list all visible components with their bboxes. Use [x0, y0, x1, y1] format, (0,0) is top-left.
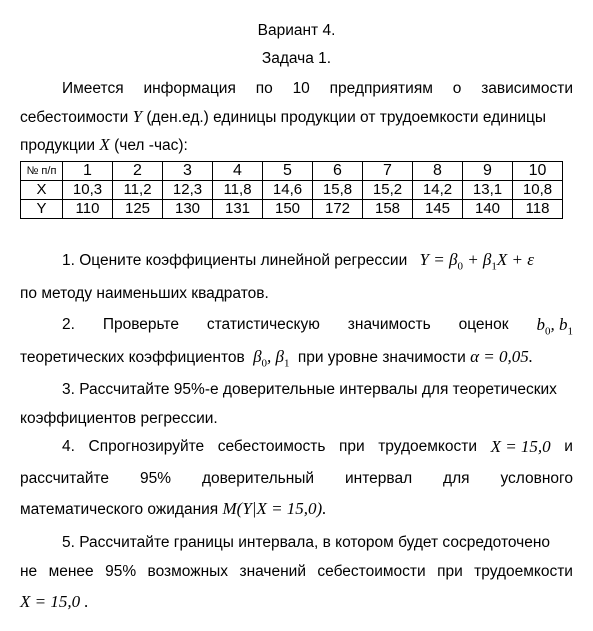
table-cell: 4: [213, 162, 263, 181]
word: при: [338, 438, 365, 455]
intro-line-2: [20, 107, 573, 128]
table-cell: 110: [63, 200, 113, 219]
word: и: [564, 438, 573, 455]
table-cell: 13,1: [463, 181, 513, 200]
table-cell: 130: [163, 200, 213, 219]
word: для: [443, 470, 470, 487]
table-cell: 7: [363, 162, 413, 181]
word: при: [437, 563, 463, 580]
table-cell: 11,8: [213, 181, 263, 200]
task-3-line-2: коэффициентов регрессии.: [20, 410, 218, 427]
word: Спрогнозируйте: [88, 438, 205, 455]
task-1-line-2: по методу наименьших квадратов.: [20, 285, 269, 302]
table-cell: 10,8: [513, 181, 563, 200]
word: 95%: [139, 470, 172, 487]
task-5-line-3: [20, 592, 573, 613]
variant-heading: Вариант 4.: [257, 22, 336, 39]
table-cell: 131: [213, 200, 263, 219]
table-cell: 15,2: [363, 181, 413, 200]
table-cell: 118: [513, 200, 563, 219]
word: себестоимость: [217, 438, 326, 455]
word: условного: [500, 470, 573, 487]
word: не: [20, 563, 38, 580]
table-cell: 125: [113, 200, 163, 219]
word: менее: [48, 563, 94, 580]
word: Проверьте: [102, 316, 179, 333]
word: о: [452, 80, 462, 97]
table-cell: 2: [113, 162, 163, 181]
table-cell: 145: [413, 200, 463, 219]
table-cell: 10,3: [63, 181, 113, 200]
table-cell: 14,6: [263, 181, 313, 200]
table-cell: 158: [363, 200, 413, 219]
intro-line-3: [20, 135, 573, 156]
table-cell: 12,3: [163, 181, 213, 200]
word: 10: [292, 80, 310, 97]
task-5-line-2: [20, 562, 573, 582]
word: Имеется: [62, 80, 124, 97]
word: значимость: [347, 316, 431, 333]
alpha-value: α = 0,05.: [470, 347, 534, 366]
text: продукции: [20, 137, 96, 154]
text: при уровне значимости: [297, 349, 466, 366]
word: 95%: [105, 563, 137, 580]
regression-formula: $Y = \beta_0 + \beta_1X + \varepsilon$: [419, 250, 534, 273]
table-cell: 1: [63, 162, 113, 181]
word: себестоимости: [317, 563, 426, 580]
table-row: [21, 162, 563, 181]
table-cell: 15,8: [313, 181, 363, 200]
word: зависимости: [481, 80, 573, 97]
variable-y: Y: [132, 107, 143, 126]
task-heading: Задача 1.: [261, 50, 332, 67]
table-cell: 140: [463, 200, 513, 219]
table-cell: 11,2: [113, 181, 163, 200]
text: теоретических коэффициентов: [20, 349, 245, 366]
table-row: [21, 200, 563, 219]
data-table: [20, 161, 563, 219]
table-row: [21, 181, 563, 200]
table-cell: 5: [263, 162, 313, 181]
table-cell: 10: [513, 162, 563, 181]
word: трудоемкости: [474, 563, 573, 580]
table-cell: 150: [263, 200, 313, 219]
task-3-line-1: 3. Рассчитайте 95%-е доверительные интервалы для теоретических: [62, 381, 557, 398]
table-row-label: Y: [21, 200, 63, 219]
task-2-line-2: [20, 347, 573, 373]
text: себестоимости: [20, 109, 129, 126]
variable-x: X: [99, 135, 110, 154]
task-2-line-1: [62, 315, 573, 341]
table-cell: 3: [163, 162, 213, 181]
task-4-line-3: [20, 499, 573, 520]
word: информация: [143, 80, 236, 97]
word: рассчитайте: [20, 470, 110, 487]
text: математического ожидания: [20, 501, 219, 518]
estimates-b0-b1: $b_0$, $b_1$: [536, 315, 573, 338]
task-4-line-1: [62, 437, 573, 457]
word: 4.: [62, 438, 75, 455]
task-1-line-1: [62, 250, 573, 276]
table-cell: 14,2: [413, 181, 463, 200]
word: интервал: [345, 470, 413, 487]
word: оценок: [458, 316, 509, 333]
table-cell: 172: [313, 200, 363, 219]
table-cell: 8: [413, 162, 463, 181]
table-row-label: X: [21, 181, 63, 200]
x-value: X = 15,0: [490, 437, 551, 456]
word: возможных: [147, 563, 229, 580]
table-cell: 6: [313, 162, 363, 181]
coefficients-beta: $\beta_0$, $\beta_1$: [253, 347, 290, 370]
word: статистическую: [206, 316, 320, 333]
x-value: X = 15,0 .: [20, 592, 89, 611]
word: по: [255, 80, 273, 97]
word: 2.: [62, 316, 75, 333]
text: (чел -час):: [114, 137, 188, 154]
table-header-cell: № п/п: [21, 162, 63, 181]
table-cell: 9: [463, 162, 513, 181]
task-5-line-1: 5. Рассчитайте границы интервала, в котором будет сосредоточено: [62, 534, 551, 551]
word: предприятиям: [329, 80, 433, 97]
word: трудоемкости: [378, 438, 478, 455]
word: значений: [239, 563, 306, 580]
intro-line-1: [62, 79, 573, 99]
text: 1. Оцените коэффициенты линейной регрессии: [62, 252, 408, 269]
conditional-expectation: M(Y|X = 15,0).: [222, 499, 327, 518]
text: (ден.ед.) единицы продукции от трудоемкости единицы: [146, 109, 547, 126]
task-4-line-2: [20, 469, 573, 489]
word: доверительный: [201, 470, 315, 487]
